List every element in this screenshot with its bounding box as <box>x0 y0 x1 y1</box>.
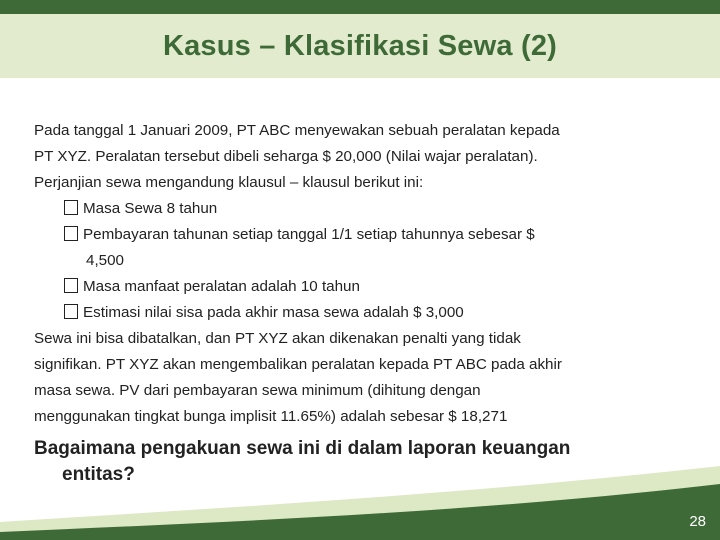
footer-swoosh <box>0 460 720 540</box>
bullet-item <box>34 274 674 300</box>
top-stripe <box>0 0 720 14</box>
slide-title: Kasus – Klasifikasi Sewa (2) <box>162 30 558 62</box>
checkbox-bullet-icon <box>64 304 78 319</box>
intro-line: Perjanjian sewa mengandung klausul – klausul berikut ini: <box>34 174 424 191</box>
bullet-text: Pembayaran tahunan setiap tanggal 1/1 setiap tahunnya sebesar $ <box>83 226 535 243</box>
bullet-item <box>34 222 674 248</box>
question-line: entitas? <box>62 464 135 485</box>
intro-line: PT XYZ. Peralatan tersebut dibeli seharga $ 20,000 (Nilai wajar peralatan). <box>34 148 538 165</box>
checkbox-bullet-icon <box>64 200 78 215</box>
bullet-text: Masa manfaat peralatan adalah 10 tahun <box>83 278 360 295</box>
checkbox-bullet-icon <box>64 226 78 241</box>
closing-line: Sewa ini bisa dibatalkan, dan PT XYZ akan dikenakan penalti yang tidak <box>34 330 521 347</box>
slide-body <box>34 118 674 430</box>
bullet-text: Estimasi nilai sisa pada akhir masa sewa adalah $ 3,000 <box>83 304 464 321</box>
page-number: 28 <box>689 513 706 530</box>
bullet-item <box>34 196 674 222</box>
checkbox-bullet-icon <box>64 278 78 293</box>
closing-line: signifikan. PT XYZ akan mengembalikan peralatan kepada PT ABC pada akhir <box>34 356 562 373</box>
bullet-text: Masa Sewa 8 tahun <box>83 200 218 217</box>
closing-line: menggunakan tingkat bunga implisit 11.65%) adalah sebesar $ 18,271 <box>34 408 508 425</box>
question-line: Bagaimana pengakuan sewa ini di dalam laporan keuangan <box>34 438 571 459</box>
bullet-continuation: 4,500 <box>86 252 125 269</box>
intro-line: Pada tanggal 1 Januari 2009, PT ABC menyewakan sebuah peralatan kepada <box>34 122 560 139</box>
closing-line: masa sewa. PV dari pembayaran sewa minimum (dihitung dengan <box>34 382 481 399</box>
bullet-item <box>34 300 674 326</box>
